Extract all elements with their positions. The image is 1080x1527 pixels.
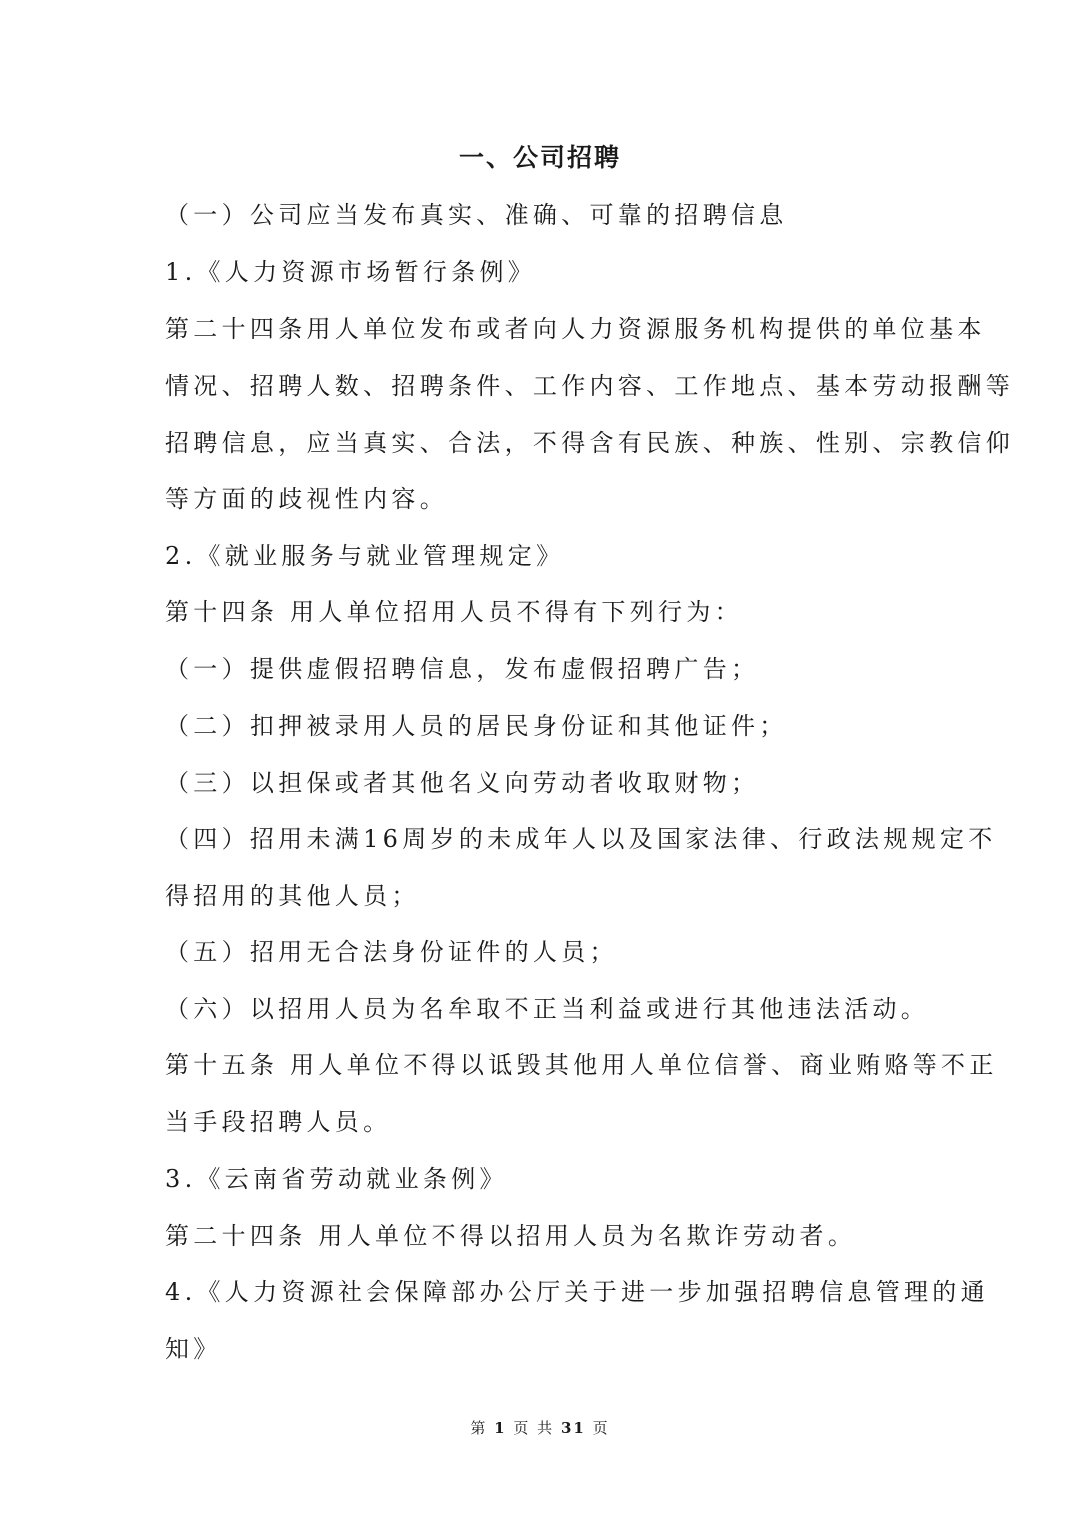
text-line: （二）扣押被录用人员的居民身份证和其他证件； xyxy=(165,712,788,740)
text-line: （六）以招用人员为名牟取不正当利益或进行其他违法活动。 xyxy=(165,995,930,1023)
text-line: 当手段招聘人员。 xyxy=(165,1108,392,1136)
text-line: 招聘信息，应当真实、合法，不得含有民族、种族、性别、宗教信仰 xyxy=(165,429,1014,457)
text-line: 3.《云南省劳动就业条例》 xyxy=(165,1165,508,1193)
text-line: （四）招用未满16周岁的未成年人以及国家法律、行政法规规定不 xyxy=(165,825,997,853)
text-line: （一）公司应当发布真实、准确、可靠的招聘信息 xyxy=(165,201,788,229)
text-line: 第十五条 用人单位不得以诋毁其他用人单位信誉、商业贿赂等不正 xyxy=(165,1051,998,1079)
footer-suffix: 页 xyxy=(592,1419,610,1437)
footer-prefix: 第 xyxy=(470,1419,488,1437)
text-line: 情况、招聘人数、招聘条件、工作内容、工作地点、基本劳动报酬等 xyxy=(165,372,1014,400)
text-line: （三）以担保或者其他名义向劳动者收取财物； xyxy=(165,769,760,797)
footer-middle: 页 共 xyxy=(513,1419,555,1437)
page-number: 1 xyxy=(494,1419,507,1437)
text-line: 1.《人力资源市场暂行条例》 xyxy=(165,258,537,286)
text-line: 第二十四条用人单位发布或者向人力资源服务机构提供的单位基本 xyxy=(165,315,986,343)
text-line: 知》 xyxy=(165,1335,222,1363)
section-title: 一、公司招聘 xyxy=(458,143,621,172)
text-line: 得招用的其他人员； xyxy=(165,882,420,910)
text-line: 第十四条 用人单位招用人员不得有下列行为： xyxy=(165,598,743,626)
text-line: （五）招用无合法身份证件的人员； xyxy=(165,938,618,966)
text-line: 第二十四条 用人单位不得以招用人员为名欺诈劳动者。 xyxy=(165,1222,857,1250)
page-footer xyxy=(0,1416,1080,1440)
text-line: 4.《人力资源社会保障部办公厅关于进一步加强招聘信息管理的通 xyxy=(165,1278,989,1306)
text-line: 等方面的歧视性内容。 xyxy=(165,485,448,513)
text-line: 2.《就业服务与就业管理规定》 xyxy=(165,542,565,570)
total-pages: 31 xyxy=(560,1419,586,1437)
text-line: （一）提供虚假招聘信息，发布虚假招聘广告； xyxy=(165,655,760,683)
